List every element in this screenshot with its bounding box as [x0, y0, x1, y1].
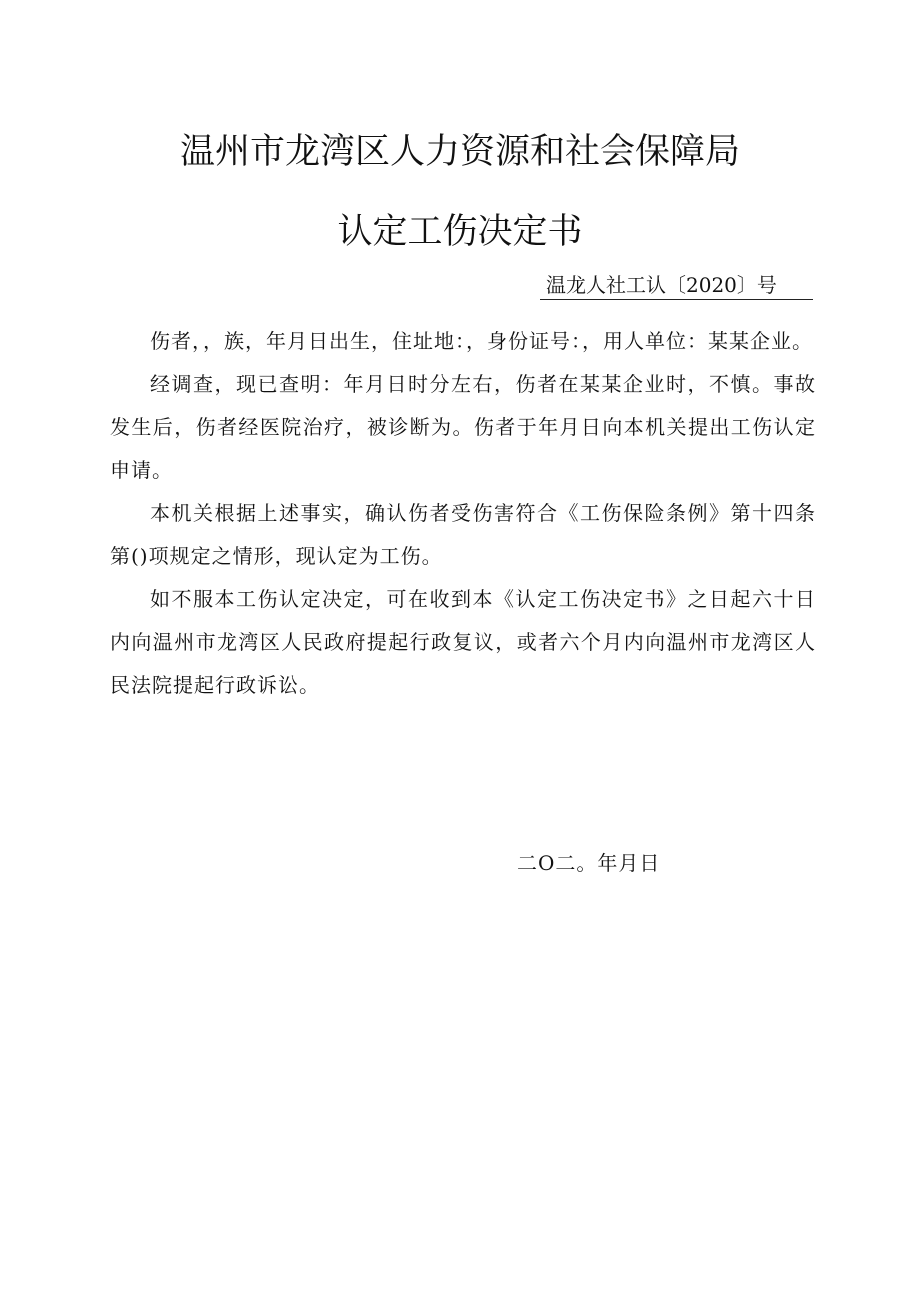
agency-title: 温州市龙湾区人力资源和社会保障局 [179, 132, 740, 172]
paragraph-investigation: 经调查，现已查明：年月日时分左右，伤者在某某企业时，不慎。事故发生后，伤者经医院治疗，被诊断为。伤者于年月日向本机关提出工伤认定申请。 [110, 372, 816, 482]
document-body [110, 320, 816, 707]
paragraph-appeal-notice: 如不服本工伤认定决定，可在收到本《认定工伤决定书》之日起六十日内向温州市龙湾区人民政府提起行政复议，或者六个月内向温州市龙湾区人民法院提起行政诉讼。 [110, 587, 816, 697]
document-date: 二O二。年月日 [517, 851, 661, 875]
document-title: 认定工伤决定书 [337, 212, 583, 252]
document-number: 温龙人社工认〔2020〕号 [540, 270, 813, 300]
paragraph-determination: 本机关根据上述事实，确认伤者受伤害符合《工伤保险条例》第十四条第()项规定之情形，现认定为工伤。 [110, 501, 816, 568]
paragraph-injured-info: 伤者，，族，年月日出生，住址地：，身份证号：，用人单位：某某企业。 [150, 329, 813, 353]
